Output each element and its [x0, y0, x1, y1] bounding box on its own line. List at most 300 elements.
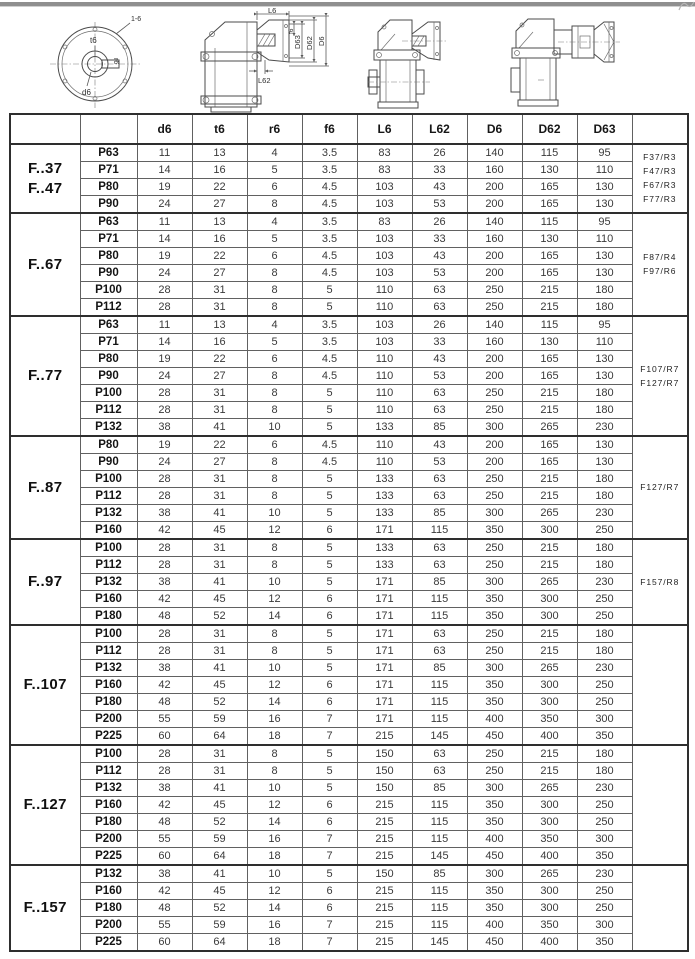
dim-value-cell: 110	[357, 402, 412, 419]
column-header: d6	[137, 114, 192, 144]
dim-value-cell: 31	[192, 471, 247, 488]
dim-value-cell: 13	[192, 213, 247, 231]
dim-value-cell: 6	[247, 248, 302, 265]
group-label: F..157	[10, 865, 80, 951]
dim-value-cell: 3.5	[302, 162, 357, 179]
p-size-label: P132	[80, 505, 137, 522]
p-size-label: P80	[80, 436, 137, 454]
dim-value-cell: 230	[577, 865, 632, 883]
dim-value-cell: 180	[577, 643, 632, 660]
dim-value-cell: 180	[577, 763, 632, 780]
dim-value-cell: 200	[467, 436, 522, 454]
p-size-label: P63	[80, 316, 137, 334]
combination-label	[632, 745, 688, 865]
p-size-label: P200	[80, 831, 137, 848]
dim-value-cell: 180	[577, 471, 632, 488]
dim-value-cell: 165	[522, 368, 577, 385]
dim-value-cell: 5	[302, 505, 357, 522]
dim-value-cell: 350	[522, 917, 577, 934]
dim-value-cell: 12	[247, 677, 302, 694]
dim-value-cell: 130	[577, 436, 632, 454]
dim-value-cell: 350	[522, 711, 577, 728]
p-size-label: P90	[80, 265, 137, 282]
column-header: L62	[412, 114, 467, 144]
dim-d6-label: D6	[317, 36, 326, 46]
dim-value-cell: 41	[192, 660, 247, 677]
dim-value-cell: 45	[192, 522, 247, 540]
dim-value-cell: 16	[247, 711, 302, 728]
dim-value-cell: 180	[577, 557, 632, 574]
table-row	[10, 522, 688, 540]
group-label: F..87	[10, 436, 80, 539]
dim-value-cell: 300	[522, 677, 577, 694]
dim-value-cell: 7	[302, 848, 357, 866]
dim-value-cell: 150	[357, 763, 412, 780]
dim-value-cell: 27	[192, 265, 247, 282]
dim-value-cell: 171	[357, 625, 412, 643]
table-row	[10, 539, 688, 557]
combination-label	[632, 625, 688, 745]
dim-value-cell: 350	[467, 883, 522, 900]
dim-value-cell: 85	[412, 780, 467, 797]
dim-value-cell: 43	[412, 351, 467, 368]
dim-value-cell: 250	[467, 299, 522, 317]
dim-value-cell: 53	[412, 196, 467, 214]
dim-value-cell: 215	[357, 814, 412, 831]
dim-value-cell: 171	[357, 643, 412, 660]
dim-value-cell: 250	[577, 814, 632, 831]
dim-value-cell: 265	[522, 419, 577, 437]
dim-value-cell: 215	[522, 643, 577, 660]
dim-value-cell: 19	[137, 248, 192, 265]
dim-value-cell: 250	[467, 402, 522, 419]
dim-value-cell: 215	[522, 471, 577, 488]
dim-value-cell: 18	[247, 848, 302, 866]
dim-value-cell: 10	[247, 660, 302, 677]
p-size-label: P112	[80, 488, 137, 505]
group-label: F..97	[10, 539, 80, 625]
dim-value-cell: 43	[412, 248, 467, 265]
p-size-label: P160	[80, 522, 137, 540]
column-header: D6	[467, 114, 522, 144]
dim-value-cell: 130	[577, 196, 632, 214]
p-size-label: P160	[80, 591, 137, 608]
dim-value-cell: 250	[577, 883, 632, 900]
dim-value-cell: 5	[302, 471, 357, 488]
dim-value-cell: 350	[467, 814, 522, 831]
dim-value-cell: 5	[247, 231, 302, 248]
dim-value-cell: 110	[357, 282, 412, 299]
dim-value-cell: 3.5	[302, 231, 357, 248]
combination-label: F107/R7 F127/R7	[632, 316, 688, 436]
dim-value-cell: 4.5	[302, 351, 357, 368]
table-row	[10, 831, 688, 848]
dim-value-cell: 14	[137, 334, 192, 351]
dim-value-cell: 171	[357, 591, 412, 608]
dim-value-cell: 8	[247, 265, 302, 282]
dim-value-cell: 7	[302, 934, 357, 952]
dim-value-cell: 18	[247, 728, 302, 746]
dim-value-cell: 5	[302, 539, 357, 557]
dim-value-cell: 450	[467, 848, 522, 866]
dim-value-cell: 6	[247, 179, 302, 196]
dim-value-cell: 60	[137, 848, 192, 866]
dim-value-cell: 13	[192, 144, 247, 162]
dim-value-cell: 85	[412, 505, 467, 522]
p-size-label: P112	[80, 557, 137, 574]
table-row	[10, 505, 688, 522]
table-row	[10, 299, 688, 317]
dim-value-cell: 300	[467, 780, 522, 797]
p-size-label: P100	[80, 385, 137, 402]
dim-value-cell: 160	[467, 162, 522, 179]
dim-value-cell: 200	[467, 351, 522, 368]
dim-value-cell: 5	[302, 402, 357, 419]
dim-value-cell: 400	[522, 848, 577, 866]
dim-value-cell: 63	[412, 763, 467, 780]
dim-value-cell: 12	[247, 522, 302, 540]
group-label: F..77	[10, 316, 80, 436]
dim-value-cell: 350	[467, 522, 522, 540]
dim-value-cell: 38	[137, 419, 192, 437]
dim-value-cell: 133	[357, 539, 412, 557]
flange-leader-label: 1-6	[131, 16, 142, 23]
dim-value-cell: 230	[577, 505, 632, 522]
dim-value-cell: 11	[137, 213, 192, 231]
dim-value-cell: 300	[467, 574, 522, 591]
dim-value-cell: 31	[192, 643, 247, 660]
dim-value-cell: 63	[412, 471, 467, 488]
table-row	[10, 248, 688, 265]
dim-value-cell: 103	[357, 316, 412, 334]
dim-value-cell: 230	[577, 780, 632, 797]
dim-value-cell: 5	[302, 643, 357, 660]
p-size-label: P225	[80, 934, 137, 952]
dim-value-cell: 4.5	[302, 265, 357, 282]
dim-value-cell: 103	[357, 196, 412, 214]
dim-value-cell: 26	[412, 144, 467, 162]
p-size-label: P71	[80, 162, 137, 179]
dim-value-cell: 6	[247, 351, 302, 368]
header-row	[10, 114, 688, 144]
dim-value-cell: 133	[357, 419, 412, 437]
combination-label	[632, 865, 688, 951]
column-header: r6	[247, 114, 302, 144]
dim-value-cell: 11	[137, 316, 192, 334]
dim-value-cell: 22	[192, 436, 247, 454]
dim-value-cell: 265	[522, 865, 577, 883]
table-row	[10, 557, 688, 574]
group-label: F..107	[10, 625, 80, 745]
dim-value-cell: 60	[137, 934, 192, 952]
dim-value-cell: 300	[522, 797, 577, 814]
dim-value-cell: 300	[522, 883, 577, 900]
dim-value-cell: 16	[192, 334, 247, 351]
dim-value-cell: 10	[247, 419, 302, 437]
dim-value-cell: 64	[192, 934, 247, 952]
group-label: F..67	[10, 213, 80, 316]
dim-value-cell: 8	[247, 196, 302, 214]
dim-value-cell: 14	[247, 814, 302, 831]
table-row	[10, 780, 688, 797]
dim-value-cell: 250	[467, 557, 522, 574]
dim-value-cell: 48	[137, 900, 192, 917]
dim-value-cell: 24	[137, 454, 192, 471]
dim-value-cell: 31	[192, 299, 247, 317]
dim-value-cell: 8	[247, 471, 302, 488]
dim-value-cell: 8	[247, 299, 302, 317]
p-size-label: P63	[80, 144, 137, 162]
table-row	[10, 883, 688, 900]
dim-value-cell: 33	[412, 334, 467, 351]
dim-value-cell: 250	[467, 745, 522, 763]
dim-value-cell: 350	[467, 591, 522, 608]
dim-value-cell: 133	[357, 557, 412, 574]
dim-value-cell: 8	[247, 385, 302, 402]
dim-value-cell: 7	[302, 831, 357, 848]
dim-value-cell: 5	[302, 385, 357, 402]
dim-value-cell: 6	[302, 677, 357, 694]
dim-value-cell: 130	[577, 454, 632, 471]
dim-value-cell: 250	[467, 625, 522, 643]
dim-value-cell: 3.5	[302, 316, 357, 334]
dim-table-body	[10, 114, 688, 951]
dim-value-cell: 95	[577, 316, 632, 334]
p-size-label: P90	[80, 454, 137, 471]
dim-value-cell: 33	[412, 162, 467, 179]
dim-value-cell: 171	[357, 522, 412, 540]
dim-value-cell: 4.5	[302, 196, 357, 214]
dim-value-cell: 85	[412, 660, 467, 677]
table-row	[10, 608, 688, 626]
dim-value-cell: 171	[357, 694, 412, 711]
dim-value-cell: 19	[137, 351, 192, 368]
dim-value-cell: 133	[357, 505, 412, 522]
dim-value-cell: 53	[412, 265, 467, 282]
dim-value-cell: 250	[467, 539, 522, 557]
dim-value-cell: 31	[192, 385, 247, 402]
dim-value-cell: 133	[357, 471, 412, 488]
dim-value-cell: 41	[192, 505, 247, 522]
dim-value-cell: 230	[577, 419, 632, 437]
dim-value-cell: 215	[357, 728, 412, 746]
group-label: F..127	[10, 745, 80, 865]
dim-value-cell: 48	[137, 608, 192, 626]
table-row	[10, 488, 688, 505]
dim-value-cell: 215	[522, 299, 577, 317]
dim-value-cell: 28	[137, 557, 192, 574]
dim-value-cell: 4.5	[302, 436, 357, 454]
table-row	[10, 763, 688, 780]
dim-value-cell: 5	[302, 574, 357, 591]
technical-drawings	[0, 8, 695, 112]
dim-value-cell: 45	[192, 883, 247, 900]
dim-value-cell: 38	[137, 574, 192, 591]
dim-value-cell: 5	[302, 488, 357, 505]
dim-value-cell: 300	[522, 591, 577, 608]
dimension-table	[9, 113, 689, 952]
dim-value-cell: 115	[522, 213, 577, 231]
dim-value-cell: 115	[412, 711, 467, 728]
dim-value-cell: 110	[357, 351, 412, 368]
dim-value-cell: 180	[577, 385, 632, 402]
table-row	[10, 934, 688, 952]
dim-value-cell: 6	[247, 436, 302, 454]
dim-value-cell: 28	[137, 471, 192, 488]
dim-value-cell: 115	[412, 677, 467, 694]
dim-value-cell: 215	[357, 848, 412, 866]
dim-value-cell: 130	[522, 231, 577, 248]
dim-value-cell: 215	[357, 900, 412, 917]
table-row	[10, 917, 688, 934]
dim-value-cell: 110	[357, 299, 412, 317]
dimension-table-wrap	[9, 113, 689, 952]
dim-value-cell: 59	[192, 831, 247, 848]
table-row	[10, 334, 688, 351]
p-size-label: P80	[80, 351, 137, 368]
dim-value-cell: 165	[522, 454, 577, 471]
dim-value-cell: 180	[577, 488, 632, 505]
dim-value-cell: 250	[577, 900, 632, 917]
dim-value-cell: 200	[467, 179, 522, 196]
dim-value-cell: 115	[522, 144, 577, 162]
dim-value-cell: 130	[577, 368, 632, 385]
dim-value-cell: 140	[467, 316, 522, 334]
dim-value-cell: 400	[467, 711, 522, 728]
dim-value-cell: 180	[577, 539, 632, 557]
p-size-label: P180	[80, 814, 137, 831]
dim-value-cell: 115	[412, 814, 467, 831]
dim-value-cell: 8	[247, 488, 302, 505]
dim-value-cell: 250	[467, 763, 522, 780]
dim-value-cell: 200	[467, 454, 522, 471]
dim-value-cell: 300	[577, 831, 632, 848]
dim-value-cell: 27	[192, 454, 247, 471]
dim-value-cell: 4	[247, 144, 302, 162]
p-size-label: P160	[80, 797, 137, 814]
table-row	[10, 231, 688, 248]
table-row	[10, 213, 688, 231]
dim-value-cell: 13	[192, 316, 247, 334]
dim-value-cell: 38	[137, 660, 192, 677]
dim-value-cell: 250	[467, 385, 522, 402]
table-row	[10, 454, 688, 471]
table-row	[10, 848, 688, 866]
p-size-label: P112	[80, 643, 137, 660]
dim-value-cell: 250	[577, 677, 632, 694]
dim-value-cell: 265	[522, 505, 577, 522]
dim-value-cell: 215	[357, 831, 412, 848]
dim-value-cell: 41	[192, 865, 247, 883]
dim-d63-label: D63	[293, 35, 302, 49]
dim-value-cell: 180	[577, 299, 632, 317]
dim-value-cell: 6	[302, 608, 357, 626]
dim-value-cell: 53	[412, 368, 467, 385]
dim-value-cell: 28	[137, 745, 192, 763]
dim-value-cell: 10	[247, 865, 302, 883]
column-header: L6	[357, 114, 412, 144]
dim-value-cell: 38	[137, 865, 192, 883]
dim-value-cell: 215	[357, 934, 412, 952]
dim-value-cell: 85	[412, 419, 467, 437]
dim-value-cell: 215	[522, 539, 577, 557]
p-size-label: P132	[80, 780, 137, 797]
table-row	[10, 179, 688, 196]
dim-value-cell: 110	[577, 162, 632, 179]
dim-value-cell: 63	[412, 625, 467, 643]
dim-value-cell: 400	[522, 934, 577, 952]
dim-l62-label: L62	[258, 76, 271, 85]
dim-value-cell: 8	[247, 745, 302, 763]
p-size-label: P225	[80, 728, 137, 746]
dim-value-cell: 6	[302, 591, 357, 608]
dim-value-cell: 165	[522, 196, 577, 214]
p-size-label: P180	[80, 608, 137, 626]
dim-value-cell: 115	[412, 608, 467, 626]
dim-value-cell: 180	[577, 745, 632, 763]
p-size-label: P100	[80, 471, 137, 488]
dim-value-cell: 8	[247, 557, 302, 574]
dim-value-cell: 16	[247, 831, 302, 848]
dim-value-cell: 8	[247, 402, 302, 419]
p-size-label: P112	[80, 763, 137, 780]
dim-value-cell: 42	[137, 797, 192, 814]
dim-value-cell: 215	[522, 402, 577, 419]
table-row	[10, 574, 688, 591]
column-header: f6	[302, 114, 357, 144]
dim-value-cell: 115	[412, 900, 467, 917]
dim-value-cell: 165	[522, 248, 577, 265]
table-row	[10, 351, 688, 368]
dim-value-cell: 42	[137, 591, 192, 608]
dim-value-cell: 85	[412, 865, 467, 883]
table-row	[10, 265, 688, 282]
dim-value-cell: 130	[577, 265, 632, 282]
dim-value-cell: 8	[247, 625, 302, 643]
dim-value-cell: 5	[302, 625, 357, 643]
dim-value-cell: 150	[357, 865, 412, 883]
dim-value-cell: 7	[302, 917, 357, 934]
dim-value-cell: 28	[137, 299, 192, 317]
dim-value-cell: 28	[137, 385, 192, 402]
dim-value-cell: 110	[357, 385, 412, 402]
p-size-label: P90	[80, 196, 137, 214]
dim-value-cell: 171	[357, 660, 412, 677]
dim-value-cell: 250	[577, 608, 632, 626]
dim-value-cell: 265	[522, 574, 577, 591]
dim-value-cell: 64	[192, 728, 247, 746]
dim-value-cell: 63	[412, 745, 467, 763]
dim-value-cell: 300	[522, 608, 577, 626]
dim-value-cell: 171	[357, 677, 412, 694]
dim-value-cell: 24	[137, 368, 192, 385]
dim-value-cell: 133	[357, 488, 412, 505]
p-size-label: P100	[80, 745, 137, 763]
dim-value-cell: 5	[302, 419, 357, 437]
dim-value-cell: 300	[577, 711, 632, 728]
dim-value-cell: 130	[522, 334, 577, 351]
dim-value-cell: 8	[247, 643, 302, 660]
dim-value-cell: 300	[522, 900, 577, 917]
dim-value-cell: 95	[577, 144, 632, 162]
dim-value-cell: 145	[412, 848, 467, 866]
dim-value-cell: 350	[467, 694, 522, 711]
dim-value-cell: 265	[522, 660, 577, 677]
dim-value-cell: 7	[302, 728, 357, 746]
dim-value-cell: 130	[577, 179, 632, 196]
dim-value-cell: 110	[577, 231, 632, 248]
dim-value-cell: 165	[522, 265, 577, 282]
